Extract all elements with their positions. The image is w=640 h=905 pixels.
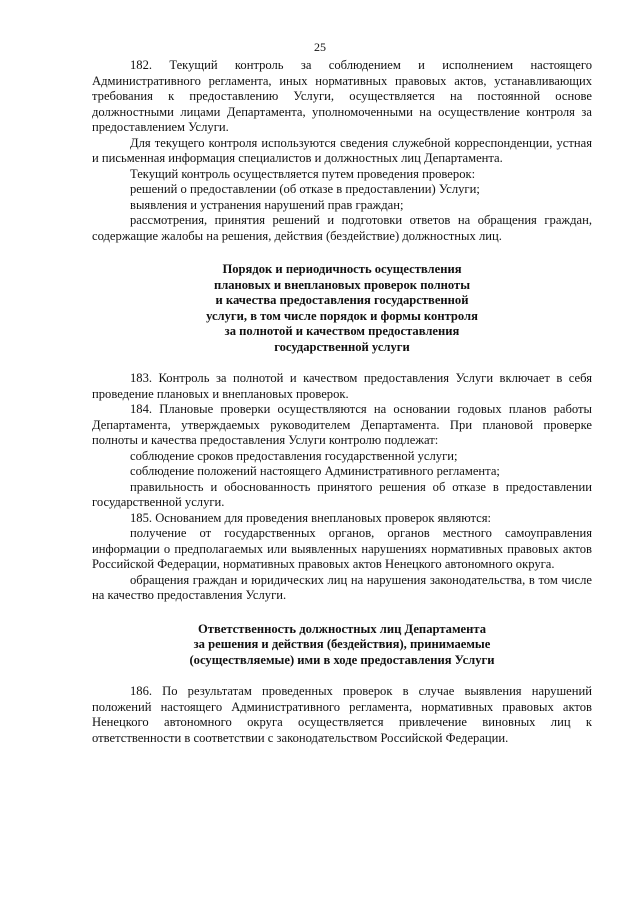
paragraph-185: 185. Основанием для проведения внеплановых проверок являются: (130, 510, 492, 525)
list-item: соблюдение сроков предоставления государственной услуги; (130, 448, 458, 463)
list-item: получение от государственных органов, органов местного самоуправления информации о предполагаемых или выявленных нарушениях нормативных правовых актов Российской Федерации, нормативных правовых актов Ненецкого автономного округа. (92, 526, 592, 571)
document-body (92, 58, 592, 746)
section-heading-inspections (92, 262, 592, 355)
list-item: выявления и устранения нарушений прав граждан; (130, 197, 404, 212)
page-number: 25 (314, 40, 326, 54)
heading-line: за решения и действия (бездействия), принимаемые (193, 637, 491, 651)
paragraph-text: Текущий контроль осуществляется путем проведения проверок: (130, 166, 476, 181)
heading-line: Ответственность должностных лиц Департамента (197, 621, 487, 636)
list-item: обращения граждан и юридических лиц на нарушения законодательства, в том числе на качество предоставления Услуги. (92, 572, 592, 602)
paragraph-text: Для текущего контроля используются сведения служебной корреспонденции, устная и письменная информация специалистов и должностных лиц Департамента. (92, 135, 592, 165)
paragraph-182: 182. Текущий контроль за соблюдением и исполнением настоящего Административного регламента, иных нормативных правовых актов, устанавливающих требования к предоставлению Услуги, осуществляется на постоянной основе должностными лицами Департамента, уполномоченными на осуществление контроля за предоставлением Услуги. (92, 58, 592, 134)
paragraph-183: 183. Контроль за полнотой и качеством предоставления Услуги включает в себя проведение плановых и внеплановых проверок. (92, 371, 592, 401)
heading-line: услуги, в том числе порядок и формы контроля (206, 308, 478, 323)
list-item: решений о предоставлении (об отказе в предоставлении) Услуги; (130, 182, 480, 196)
heading-line: и качества предоставления государственной (215, 293, 469, 307)
section-heading (92, 262, 592, 355)
heading-line: (осуществляемые) ими в ходе предоставления Услуги (189, 652, 495, 667)
heading-line: Порядок и периодичность осуществления (222, 262, 462, 276)
section-inspections (92, 371, 592, 604)
list-item: правильность и обоснованность принятого решения об отказе в предоставлении государственной услуги. (92, 479, 592, 509)
list-item: соблюдение положений настоящего Административного регламента; (130, 464, 500, 478)
heading-line: государственной услуги (274, 339, 410, 354)
section-current-control (92, 58, 592, 244)
heading-line: плановых и внеплановых проверок полноты (213, 277, 471, 292)
section-heading (92, 622, 592, 669)
section-heading-responsibility (92, 622, 592, 669)
section-responsibility (92, 684, 592, 746)
paragraph-184: 184. Плановые проверки осуществляются на основании годовых планов работы Департамента, утверждаемых руководителем Департамента. При плановой проверке полноты и качества предоставления Услуги контролю подлежат: (92, 402, 592, 447)
paragraph-186: 186. По результатам проведенных проверок в случае выявления нарушений положений настоящего Административного регламента, нормативных правовых актов Ненецкого автономного округа осуществляется привлечение виновных лиц к ответственности в соответствии с законодательством Российской Федерации. (92, 684, 592, 745)
list-item: рассмотрения, принятия решений и подготовки ответов на обращения граждан, содержащие жалобы на решения, действия (бездействие) должностных лиц. (92, 213, 592, 243)
heading-line: за полнотой и качеством предоставления (224, 324, 460, 338)
